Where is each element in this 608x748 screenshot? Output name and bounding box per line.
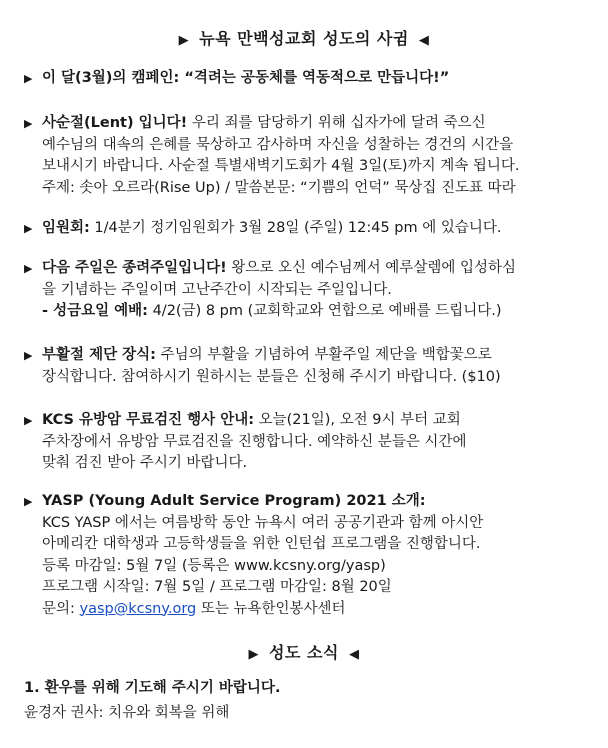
triangle-right-icon: ▶ <box>248 647 260 662</box>
news-item-detail: 윤경자 권사: 치유와 회복을 위해 <box>24 705 230 721</box>
triangle-right-icon: ▶ <box>24 414 33 427</box>
triangle-right-icon: ▶ <box>24 117 33 130</box>
news-title-text: 성도 소식 <box>269 643 339 662</box>
news-item-title: 1. 환우를 위해 기도해 주시기 바랍니다. <box>24 680 281 696</box>
triangle-left-icon: ◀ <box>418 33 430 48</box>
announcement-kcs <box>24 410 594 475</box>
yasp-email-link[interactable]: yasp@kcsny.org <box>79 600 197 617</box>
yasp-deadline: 등록 마감일: 5월 7일 (등록은 www.kcsny.org/yasp) <box>42 557 386 574</box>
announcement-yasp <box>24 491 594 620</box>
announcement-easter <box>24 345 594 388</box>
lent-text: 예수님의 대속의 은혜를 묵상하고 감사하며 자신을 성찰하는 경건의 시간을 <box>42 136 514 153</box>
palm-label: 다음 주일은 종려주일입니다! <box>42 260 227 276</box>
yasp-text: KCS YASP 에서는 여름방학 동안 뉴욕시 여러 공공기관과 함께 아시안 <box>42 514 484 531</box>
yasp-text: 아메리칸 대학생과 고등학생들을 위한 인턴쉽 프로그램을 진행합니다. <box>42 536 481 552</box>
easter-text: 장식합니다. 참여하시기 원하시는 분들은 신청해 주시기 바랍니다. ($10) <box>42 368 501 385</box>
triangle-right-icon: ▶ <box>178 33 190 48</box>
announcement-lent <box>24 113 594 199</box>
lent-text: 우리 죄를 담당하기 위해 십자가에 달려 죽으신 <box>187 115 486 131</box>
triangle-right-icon: ▶ <box>24 72 33 85</box>
lent-label: 사순절(Lent) 입니다! <box>42 115 188 131</box>
good-friday-label: - 성금요일 예배: <box>42 303 148 319</box>
palm-text: 을 기념하는 주일이며 고난주간이 시작되는 주일입니다. <box>42 281 392 298</box>
palm-text: 왕으로 오신 예수님께서 예루살렘에 입성하심 <box>226 260 516 276</box>
easter-label: 부활절 제단 장식: <box>42 347 156 363</box>
council-label: 임원회: <box>42 220 90 236</box>
yasp-label: YASP (Young Adult Service Program) 2021 소개: <box>42 493 426 509</box>
campaign-label: 이 달(3월)의 캠페인: “격려는 공동체를 역동적으로 만듭니다!” <box>42 70 450 86</box>
kcs-text: 주차장에서 유방암 무료검진을 진행합니다. 예약하신 분들은 시간에 <box>42 433 467 450</box>
triangle-right-icon: ▶ <box>24 222 33 235</box>
triangle-right-icon: ▶ <box>24 349 33 362</box>
page-title <box>0 28 608 52</box>
lent-theme: 주제: 솟아 오르라(Rise Up) / 말씀본문: “기쁨의 언덕” 묵상집 진도표 따라 <box>42 179 516 196</box>
good-friday-text: 4/2(금) 8 pm (교회학교와 연합으로 예배를 드립니다.) <box>147 303 502 319</box>
triangle-right-icon: ▶ <box>24 495 33 508</box>
kcs-label: KCS 유방암 무료검진 행사 안내: <box>42 412 255 428</box>
yasp-contact <box>42 599 594 621</box>
page-title-text: 뉴욕 만백성교회 성도의 사귐 <box>199 29 409 48</box>
yasp-contact-suffix: 또는 뉴욕한인봉사센터 <box>196 600 346 617</box>
council-text: 1/4분기 정기임원회가 3월 28일 (주일) 12:45 pm 에 있습니다. <box>89 220 502 236</box>
triangle-left-icon: ◀ <box>348 647 360 662</box>
yasp-dates: 프로그램 시작일: 7월 5일 / 프로그램 마감일: 8월 20일 <box>42 579 392 595</box>
easter-text: 주님의 부활을 기념하여 부활주일 제단을 백합꽃으로 <box>155 347 492 363</box>
announcement-palm-sunday <box>24 258 594 323</box>
announcement-council <box>24 218 594 240</box>
kcs-text: 맞춰 검진 받아 주시기 바랍니다. <box>42 455 248 471</box>
lent-text: 보내시기 바랍니다. 사순절 특별새벽기도회가 4월 3일(토)까지 계속 됩니다. <box>42 158 520 174</box>
announcement-campaign <box>24 68 594 90</box>
kcs-text: 오늘(21일), 오전 9시 부터 교회 <box>254 412 461 428</box>
yasp-contact-prefix: 문의: <box>42 600 80 617</box>
triangle-right-icon: ▶ <box>24 262 33 275</box>
news-section-title <box>0 642 608 666</box>
